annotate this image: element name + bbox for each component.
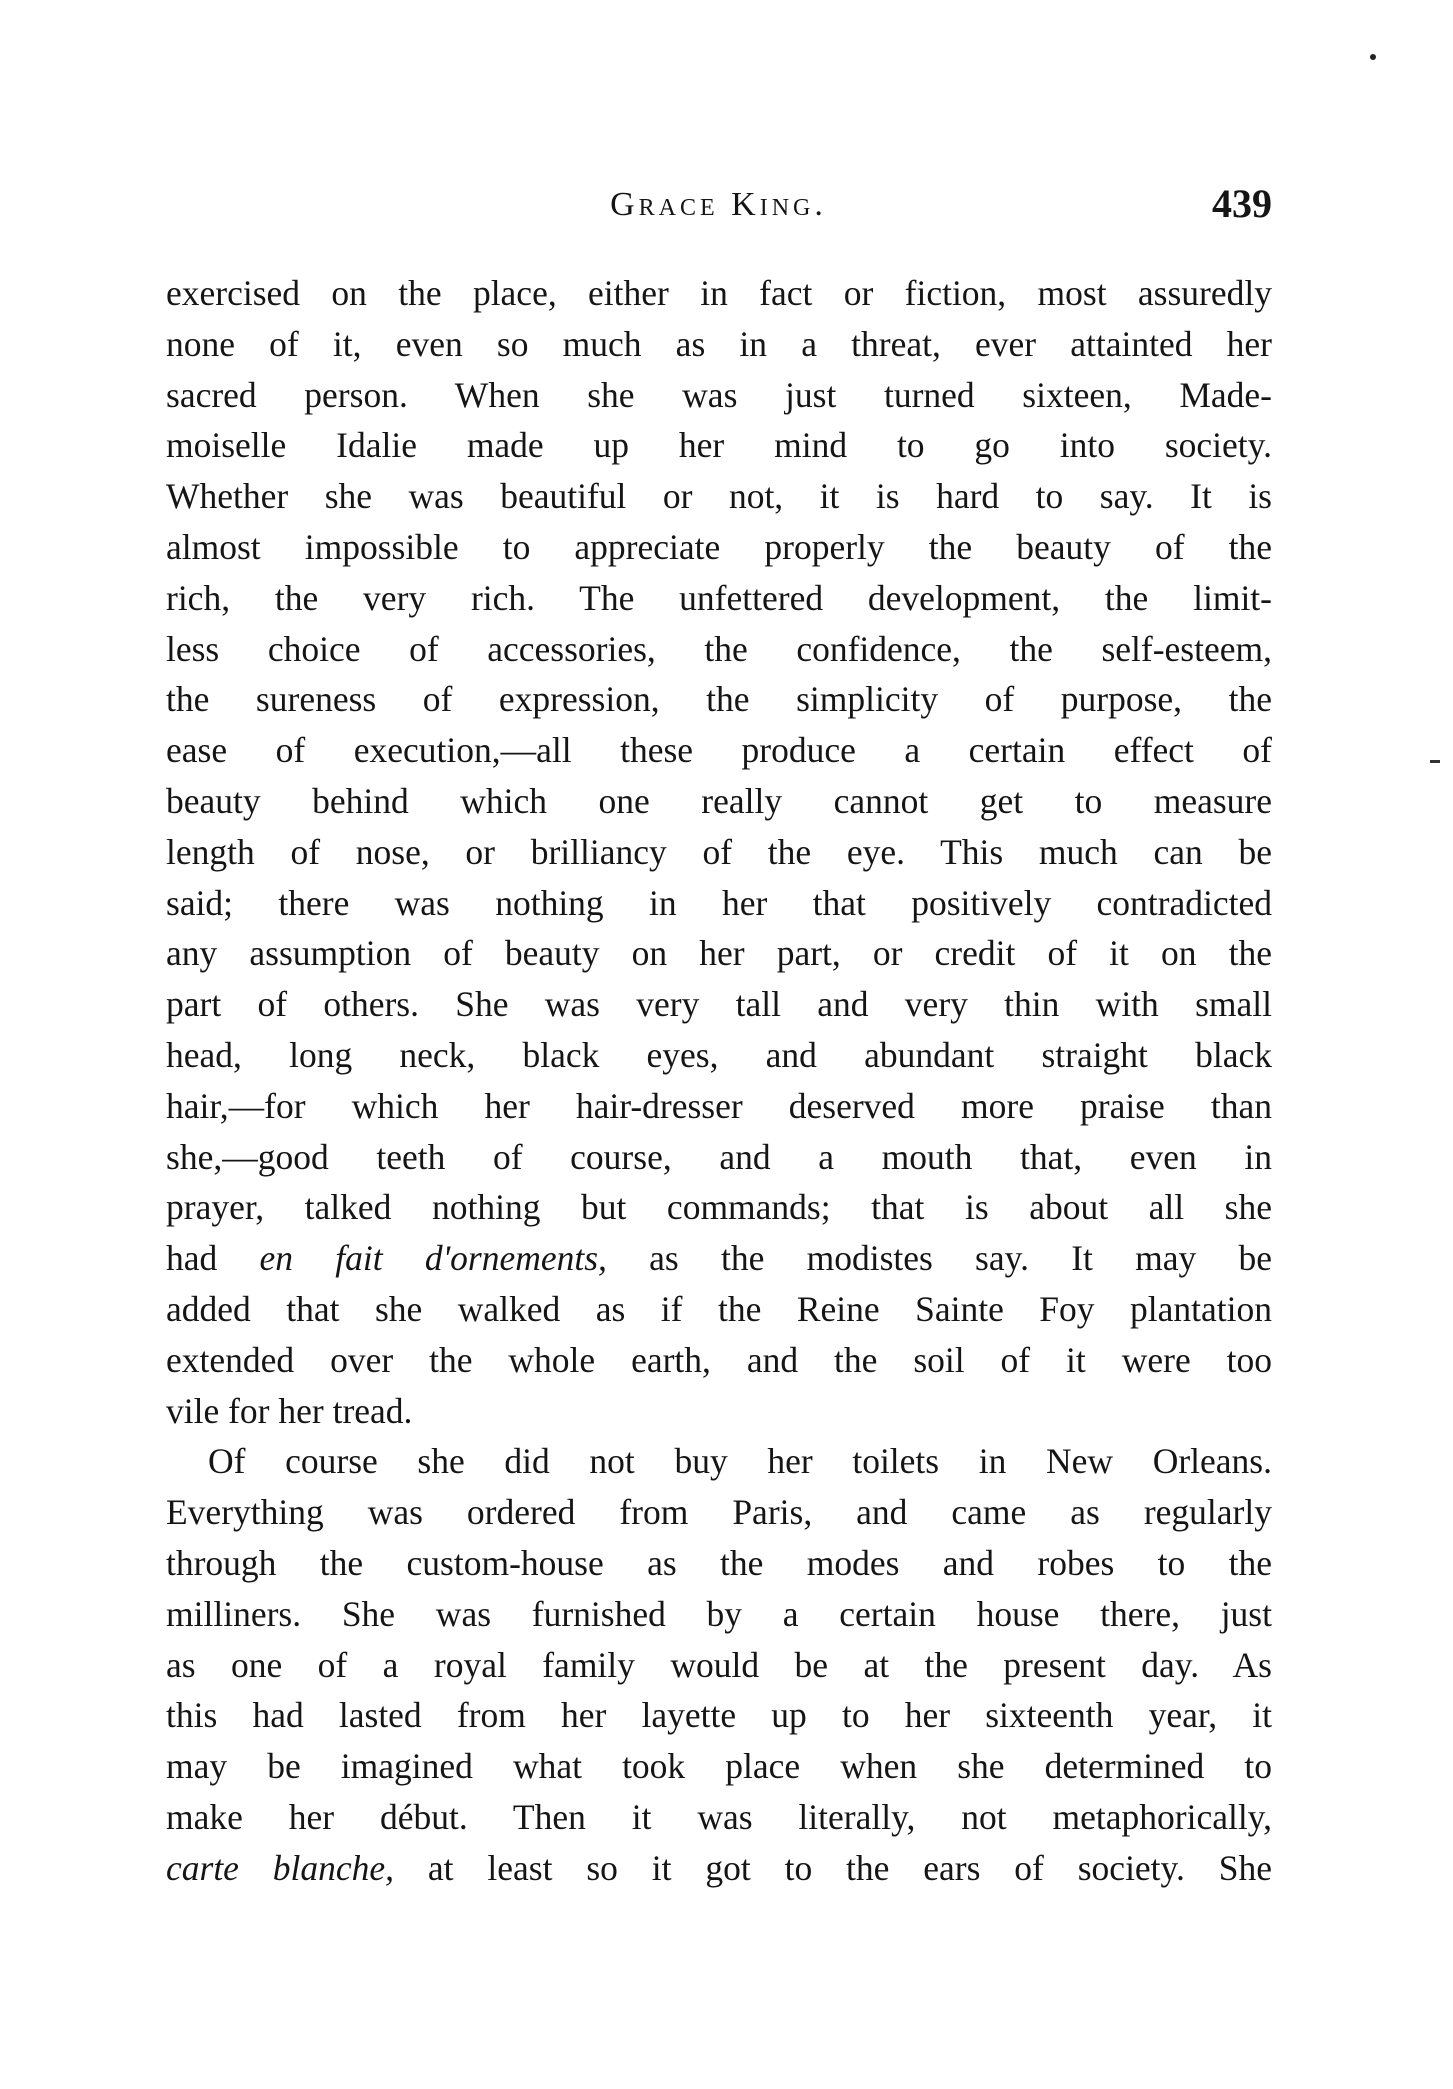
text-line: Everything was ordered from Paris, and came as regularly	[166, 1492, 1272, 1533]
paragraph-end-line: vile for her tread.	[166, 1390, 413, 1431]
paragraph-start-line: Of course she did not buy her toilets in New Orleans.	[208, 1441, 1272, 1482]
text-line: milliners. She was furnished by a certain house there, just	[166, 1593, 1272, 1634]
text-line: added that she walked as if the Reine Sainte Foy plantation	[166, 1288, 1272, 1329]
text-line: through the custom-house as the modes and robes to the	[166, 1542, 1272, 1583]
text-line: prayer, talked nothing but commands; that is about all she	[166, 1187, 1272, 1228]
text-line: rich, the very rich. The unfettered development, the limit-	[166, 577, 1272, 618]
print-speck	[1370, 54, 1376, 60]
text-line: almost impossible to appreciate properly the beauty of the	[166, 526, 1272, 567]
line-pre: had	[166, 1238, 260, 1279]
text-line: make her début. Then it was literally, not metaphorically,	[166, 1796, 1272, 1837]
text-line: hair,—for which her hair-dresser deserved more praise than	[166, 1085, 1272, 1126]
text-line: the sureness of expression, the simplicity of purpose, the	[166, 679, 1272, 720]
text-line: any assumption of beauty on her part, or credit of it on the	[166, 933, 1272, 974]
text-line: said; there was nothing in her that positively contradicted	[166, 882, 1272, 923]
text-line: none of it, even so much as in a threat, ever attainted her	[166, 323, 1272, 364]
text-line: sacred person. When she was just turned sixteen, Made-	[166, 374, 1272, 415]
line-post: at least so it got to the ears of society. She	[394, 1847, 1272, 1888]
text-line: length of nose, or brilliancy of the eye. This much can be	[166, 831, 1272, 872]
text-line: may be imagined what took place when she determined to	[166, 1746, 1272, 1787]
text-line: ease of execution,—all these produce a certain effect of	[166, 730, 1272, 771]
line-post: as the modistes say. It may be	[606, 1238, 1272, 1279]
text-line: she,—good teeth of course, and a mouth that, even in	[166, 1136, 1272, 1177]
italic-phrase: en fait d'ornements,	[259, 1238, 607, 1279]
text-line: head, long neck, black eyes, and abundant straight black	[166, 1034, 1272, 1075]
text-line: exercised on the place, either in fact or fiction, most assuredly	[166, 273, 1272, 313]
italic-phrase: carte blanche,	[166, 1847, 395, 1888]
text-line: this had lasted from her layette up to her sixteenth year, it	[166, 1695, 1272, 1736]
text-line: part of others. She was very tall and very thin with small	[166, 984, 1272, 1025]
text-line: Whether she was beautiful or not, it is hard to say. It is	[166, 476, 1272, 517]
text-line: as one of a royal family would be at the present day. As	[166, 1644, 1272, 1685]
running-title: Grace King.	[610, 186, 827, 223]
margin-mark	[1430, 760, 1440, 763]
page-number: 439	[1212, 181, 1272, 226]
body-text	[166, 268, 1272, 1894]
page-header	[165, 178, 1272, 248]
text-line: less choice of accessories, the confidence, the self-esteem,	[166, 628, 1272, 669]
text-line: beauty behind which one really cannot get to measure	[166, 780, 1272, 821]
text-line: moiselle Idalie made up her mind to go into society.	[166, 425, 1272, 466]
text-line-with-italic	[166, 1843, 1272, 1894]
text-line: extended over the whole earth, and the soil of it were too	[166, 1339, 1272, 1380]
text-line-with-italic	[166, 1233, 1272, 1284]
